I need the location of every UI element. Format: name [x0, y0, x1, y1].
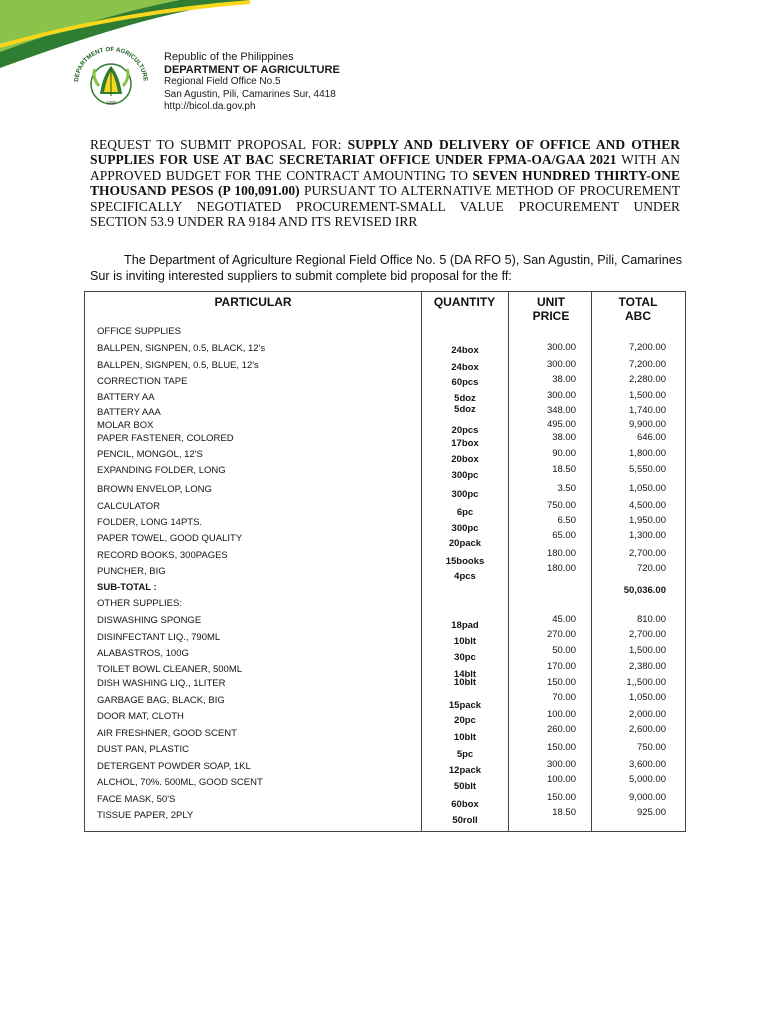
item-name: EXPANDING FOLDER, LONG: [97, 465, 226, 476]
header-unit-price: UNIT PRICE: [532, 295, 570, 323]
item-total-abc: 9,000.00: [629, 792, 666, 803]
intro-paragraph: The Department of Agriculture Regional Field Office No. 5 (DA RFO 5), San Agustin, Pili, Camarines Sur is inviting interested suppliers to submit complete bid proposal for the ff:: [90, 253, 682, 283]
item-total-abc: 925.00: [636, 807, 666, 818]
item-quantity: 20pc: [454, 715, 476, 726]
item-quantity: 15books: [445, 556, 485, 567]
item-quantity: 4pcs: [454, 571, 476, 582]
section-label: OFFICE SUPPLIES: [97, 326, 181, 337]
item-name: ALCHOL, 70%. 500ML, GOOD SCENT: [97, 777, 263, 788]
item-name: TISSUE PAPER, 2PLY: [97, 810, 194, 821]
item-quantity: 17box: [451, 438, 479, 449]
item-total-abc: 720.00: [636, 563, 666, 574]
header-quantity: QUANTITY: [433, 295, 496, 309]
item-name: PUNCHER, BIG: [97, 566, 166, 577]
item-quantity: 60pcs: [451, 377, 479, 388]
item-unit-price: 90.00: [552, 448, 576, 459]
item-quantity: 50roll: [452, 815, 478, 826]
item-name: MOLAR BOX: [97, 420, 154, 431]
item-name: PAPER FASTENER, COLORED: [97, 433, 234, 444]
item-quantity: 300pc: [451, 523, 479, 534]
item-name: AIR FRESHNER, GOOD SCENT: [97, 728, 237, 739]
item-unit-price: 70.00: [552, 692, 576, 703]
item-total-abc: 1,,500.00: [626, 677, 666, 688]
item-unit-price: 45.00: [552, 614, 576, 625]
item-name: CALCULATOR: [97, 501, 160, 512]
regional-office: Regional Field Office No.5: [164, 76, 281, 87]
item-quantity: 10blt: [453, 732, 477, 743]
letterhead: [164, 51, 340, 114]
item-name: DOOR MAT, CLOTH: [97, 711, 184, 722]
item-total-abc: 1,300.00: [629, 530, 666, 541]
item-total-abc: 1,050.00: [629, 483, 666, 494]
item-total-abc: 5,550.00: [629, 464, 666, 475]
item-name: ALABASTROS, 100G: [97, 648, 189, 659]
item-name: CORRECTION TAPE: [97, 376, 188, 387]
item-name: FOLDER, LONG 14PTS.: [97, 517, 203, 528]
item-unit-price: 180.00: [546, 548, 576, 559]
item-name: RECORD BOOKS, 300PAGES: [97, 550, 228, 561]
item-name: GARBAGE BAG, BLACK, BIG: [97, 695, 225, 706]
items-table: [84, 291, 686, 832]
item-unit-price: 170.00: [546, 661, 576, 672]
item-name: PAPER TOWEL, GOOD QUALITY: [97, 533, 243, 544]
item-quantity: 24box: [451, 362, 479, 373]
item-total-abc: 750.00: [636, 742, 666, 753]
item-total-abc: 646.00: [636, 432, 666, 443]
item-unit-price: 50.00: [552, 645, 576, 656]
item-unit-price: 495.00: [546, 419, 576, 430]
item-unit-price: 750.00: [546, 500, 576, 511]
header-particular: PARTICULAR: [214, 295, 292, 309]
item-quantity: 24box: [451, 345, 479, 356]
item-unit-price: 300.00: [546, 759, 576, 770]
item-total-abc: 1,050.00: [629, 692, 666, 703]
item-quantity: 10blt: [453, 677, 477, 688]
item-total-abc: 7,200.00: [629, 359, 666, 370]
item-unit-price: 180.00: [546, 563, 576, 574]
column-divider: [421, 292, 422, 831]
item-unit-price: 18.50: [552, 464, 576, 475]
column-divider: [591, 292, 592, 831]
item-name: TOILET BOWL CLEANER, 500ML: [97, 664, 243, 675]
item-total-abc: 3,600.00: [629, 759, 666, 770]
item-unit-price: 150.00: [546, 677, 576, 688]
header-total-abc: TOTAL ABC: [618, 295, 658, 323]
item-name: BATTERY AAA: [97, 407, 161, 418]
item-unit-price: 3.50: [557, 483, 576, 494]
item-total-abc: 2,600.00: [629, 724, 666, 735]
department-seal-logo: [66, 44, 156, 106]
section-label: OTHER SUPPLIES:: [97, 598, 182, 609]
office-website: http://bicol.da.gov.ph: [164, 101, 256, 112]
department-name: DEPARTMENT OF AGRICULTURE: [164, 63, 340, 76]
item-name: DISH WASHING LIQ., 1LITER: [97, 678, 226, 689]
item-quantity: 5pc: [456, 749, 474, 760]
item-total-abc: 1,500.00: [629, 390, 666, 401]
republic-line: Republic of the Philippines: [164, 51, 294, 63]
item-unit-price: 6.50: [557, 515, 576, 526]
item-total-abc: 810.00: [636, 614, 666, 625]
item-unit-price: 150.00: [546, 792, 576, 803]
item-name: BROWN ENVELOP, LONG: [97, 484, 212, 495]
item-unit-price: 300.00: [546, 359, 576, 370]
item-name: DETERGENT POWDER SOAP, 1KL: [97, 761, 251, 772]
item-quantity: 12pack: [448, 765, 482, 776]
svg-text:DEPARTMENT OF AGRICULTURE: DEPARTMENT OF AGRICULTURE: [73, 45, 149, 83]
item-unit-price: 150.00: [546, 742, 576, 753]
item-name: DUST PAN, PLASTIC: [97, 744, 190, 755]
item-quantity: 18pad: [451, 620, 479, 631]
item-unit-price: 38.00: [552, 374, 576, 385]
item-unit-price: 18.50: [552, 807, 576, 818]
item-total-abc: 5,000.00: [629, 774, 666, 785]
item-total-abc: 7,200.00: [629, 342, 666, 353]
item-name: BALLPEN, SIGNPEN, 0.5, BLACK, 12's: [97, 343, 266, 354]
item-unit-price: 300.00: [546, 342, 576, 353]
item-unit-price: 38.00: [552, 432, 576, 443]
item-total-abc: 2,700.00: [629, 548, 666, 559]
item-unit-price: 65.00: [552, 530, 576, 541]
item-unit-price: 100.00: [546, 709, 576, 720]
item-quantity: 30pc: [454, 652, 476, 663]
item-total-abc: 1,950.00: [629, 515, 666, 526]
item-total-abc: 4,500.00: [629, 500, 666, 511]
item-name: FACE MASK, 50'S: [97, 794, 176, 805]
item-name: BALLPEN, SIGNPEN, 0.5, BLUE, 12's: [97, 360, 259, 371]
item-total-abc: 1,740.00: [629, 405, 666, 416]
subtotal-label: SUB-TOTAL :: [97, 582, 157, 593]
item-name: PENCIL, MONGOL, 12'S: [97, 449, 203, 460]
subtotal-value: 50,036.00: [623, 585, 666, 596]
item-total-abc: 1,500.00: [629, 645, 666, 656]
item-unit-price: 100.00: [546, 774, 576, 785]
item-quantity: 5doz: [454, 404, 476, 415]
item-quantity: 14blt: [453, 669, 477, 680]
item-quantity: 20pack: [448, 538, 482, 549]
item-total-abc: 1,800.00: [629, 448, 666, 459]
item-unit-price: 300.00: [546, 390, 576, 401]
svg-text:1898: 1898: [105, 100, 117, 105]
item-quantity: 5doz: [454, 393, 476, 404]
item-quantity: 300pc: [451, 470, 479, 481]
item-quantity: 300pc: [451, 489, 479, 500]
item-quantity: 10blt: [453, 636, 477, 647]
item-unit-price: 260.00: [546, 724, 576, 735]
item-unit-price: 270.00: [546, 629, 576, 640]
item-unit-price: 348.00: [546, 405, 576, 416]
item-total-abc: 2,380.00: [629, 661, 666, 672]
item-name: DISINFECTANT LIQ., 790ML: [97, 632, 221, 643]
item-total-abc: 2,280.00: [629, 374, 666, 385]
item-quantity: 20box: [451, 454, 479, 465]
item-quantity: 50blt: [453, 781, 477, 792]
item-quantity: 20pcs: [451, 425, 479, 436]
item-name: DISWASHING SPONGE: [97, 615, 202, 626]
item-quantity: 60box: [451, 799, 479, 810]
item-total-abc: 9,900.00: [629, 419, 666, 430]
item-total-abc: 2,700.00: [629, 629, 666, 640]
request-title: REQUEST TO SUBMIT PROPOSAL FOR: SUPPLY AND DELIVERY OF OFFICE AND OTHER SUPPLIES FOR USE AT BAC SECRETARIAT OFFICE UNDER FPMA-OA/GAA 2021 WITH AN APPROVED BUDGET FOR THE CONTRACT AMOUNTING TO SEVEN HUNDRED THIRTY-ONE THOUSAND PESOS (P 100,091.00) PURSUANT TO ALTERNATIVE METHOD OF PROCUREMENT SPECIFICALLY NEGOTIATED PROCUREMENT-SMALL VALUE PROCUREMENT UNDER SECTION 53.9 UNDER RA 9184 AND ITS REVISED IRR: [90, 137, 681, 230]
item-quantity: 6pc: [456, 507, 474, 518]
item-total-abc: 2,000.00: [629, 709, 666, 720]
item-name: BATTERY AA: [97, 392, 155, 403]
office-address: San Agustin, Pili, Camarines Sur, 4418: [164, 88, 336, 100]
item-quantity: 15pack: [448, 700, 482, 711]
